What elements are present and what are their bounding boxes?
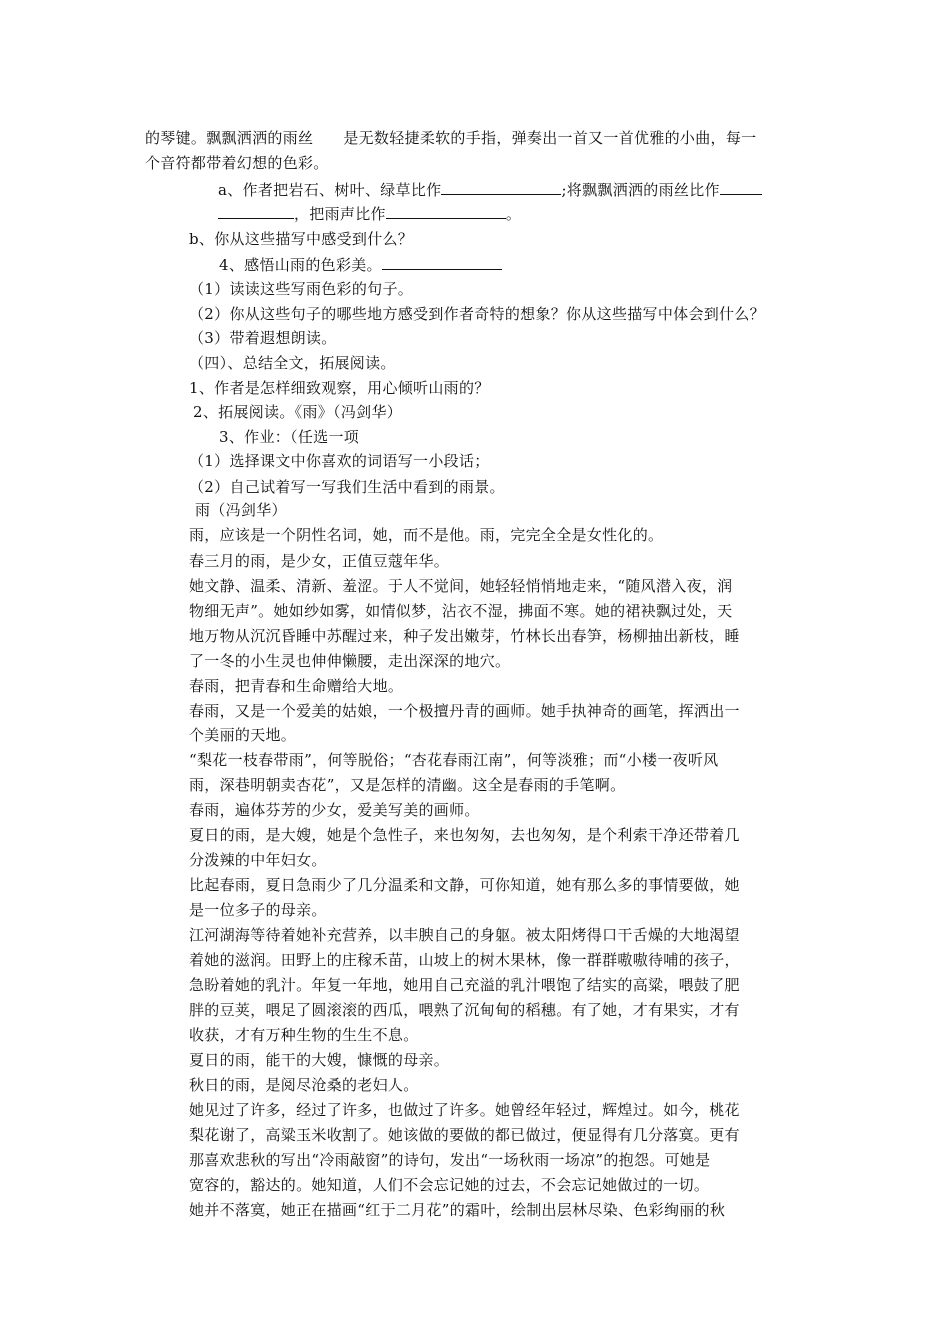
essay-line: 雨，应该是一个阴性名词，她，而不是他。雨，完完全全是女性化的。 xyxy=(189,526,664,544)
question-a-text-1: a、作者把岩石、树叶、绿草比作 xyxy=(218,181,442,199)
essay-line: 了一冬的小生灵也伸伸懒腰，走出深深的地穴。 xyxy=(189,652,511,670)
essay-line: 宽容的，豁达的。她知道，人们不会忘记她的过去，不会忘记她做过的一切。 xyxy=(189,1176,710,1194)
summary-question-2: 2、拓展阅读。《雨》（冯剑华） xyxy=(193,403,403,421)
item-1: （1）读读这些写雨色彩的句子。 xyxy=(189,280,414,298)
question-a-line-1 xyxy=(218,180,762,200)
essay-line: 分泼辣的中年妇女。 xyxy=(189,851,327,869)
question-a-line-2 xyxy=(218,204,521,224)
essay-line: 收获，才有万种生物的生生不息。 xyxy=(189,1026,419,1044)
essay-line: 那喜欢悲秋的写出“冷雨敲窗”的诗句，发出“一场秋雨一场凉”的抱怨。可她是 xyxy=(189,1151,711,1169)
essay-line: 春雨，把青春和生命赠给大地。 xyxy=(189,677,404,695)
intro-line-1 xyxy=(145,128,756,148)
homework-option-2: （2）自己试着写一写我们生活中看到的雨景。 xyxy=(189,478,505,496)
essay-line: “梨花一枝春带雨”，何等脱俗；“杏花春雨江南”，何等淡雅；而“小楼一夜听风 xyxy=(189,751,719,769)
essay-line: 春雨，遍体芬芳的少女，爱美写美的画师。 xyxy=(189,801,480,819)
answer-blank-3[interactable] xyxy=(386,204,506,219)
essay-line: 她并不落寞，她正在描画“红于二月花”的霜叶，绘制出层林尽染、色彩绚丽的秋 xyxy=(189,1201,726,1219)
item-2: （2）你从这些句子的哪些地方感受到作者奇特的想象？你从这些描写中体会到什么？ xyxy=(189,305,765,323)
essay-line: 梨花谢了，高粱玉米收割了。她该做的要做的都已做过，便显得有几分落寞。更有 xyxy=(189,1126,740,1144)
essay-line: 她见过了许多，经过了许多，也做过了许多。她曾经年轻过，辉煌过。如今，桃花 xyxy=(189,1101,740,1119)
essay-line: 秋日的雨，是阅尽沧桑的老妇人。 xyxy=(189,1076,419,1094)
essay-line: 个美丽的天地。 xyxy=(189,726,297,744)
answer-blank-2b[interactable] xyxy=(218,204,294,219)
essay-line: 江河湖海等待着她补充营养，以丰腴自己的身躯。被太阳烤得口干舌燥的大地渴望 xyxy=(189,926,740,944)
question-a-text-3: ，把雨声比作 xyxy=(294,205,386,223)
essay-line: 地万物从沉沉昏睡中苏醒过来，种子发出嫩芽，竹林长出春笋，杨柳抽出新枝，睡 xyxy=(189,627,740,645)
essay-line: 她文静、温柔、清新、羞涩。于人不觉间，她轻轻悄悄地走来，“随风潜入夜，润 xyxy=(189,577,733,595)
essay-line: 雨，深巷明朝卖杏花”，又是怎样的清幽。这全是春雨的手笔啊。 xyxy=(189,776,626,794)
essay-line: 物细无声”。她如纱如雾，如情似梦，沾衣不湿，拂面不寒。她的裙袂飘过处，天 xyxy=(189,602,733,620)
essay-line: 夏日的雨，是大嫂，她是个急性子，来也匆匆，去也匆匆，是个利索干净还带着几 xyxy=(189,826,740,844)
intro-line-2: 个音符都带着幻想的色彩。 xyxy=(145,154,329,172)
intro-line-1-part-a: 的琴键。飘飘洒洒的雨丝 xyxy=(145,129,314,147)
homework-option-1: （1）选择课文中你喜欢的词语写一小段话； xyxy=(189,452,490,470)
answer-blank-1[interactable] xyxy=(441,180,561,195)
section-4-line xyxy=(219,255,502,275)
item-3: （3）带着遐想朗读。 xyxy=(189,329,337,347)
essay-line: 春雨，又是一个爱美的姑娘，一个极擅丹青的画师。她手执神奇的画笔，挥洒出一 xyxy=(189,702,740,720)
essay-line: 是一位多子的母亲。 xyxy=(189,901,327,919)
essay-line: 胖的豆荚，喂足了圆滚滚的西瓜，喂熟了沉甸甸的稻穗。有了她，才有果实，才有 xyxy=(189,1001,740,1019)
intro-line-1-part-b: 是无数轻捷柔软的手指，弹奏出一首又一首优雅的小曲，每一 xyxy=(343,129,757,147)
summary-question-1: 1、作者是怎样细致观察，用心倾听山雨的？ xyxy=(189,379,490,397)
essay-line: 比起春雨，夏日急雨少了几分温柔和文静，可你知道，她有那么多的事情要做，她 xyxy=(189,876,740,894)
essay-line: 春三月的雨，是少女，正值豆蔻年华。 xyxy=(189,552,450,570)
essay-title: 雨（冯剑华） xyxy=(195,501,287,519)
section-four-heading: （四）、总结全文，拓展阅读。 xyxy=(189,354,396,372)
question-a-text-2: ;将飘飘洒洒的雨丝比作 xyxy=(561,181,720,199)
section-4-heading: 4、感悟山雨的色彩美。 xyxy=(219,256,382,274)
answer-blank-4[interactable] xyxy=(382,255,502,270)
answer-blank-2a[interactable] xyxy=(720,180,762,195)
essay-line: 着她的滋润。田野上的庄稼禾苗，山坡上的树木果林，像一群群嗷嗷待哺的孩子， xyxy=(189,951,740,969)
essay-line: 急盼着她的乳汁。年复一年地，她用自己充溢的乳汁喂饱了结实的高粱，喂鼓了肥 xyxy=(189,976,740,994)
summary-question-3: 3、作业：（任选一项 xyxy=(219,428,360,446)
question-a-text-4: 。 xyxy=(505,205,522,223)
question-b: b、你从这些描写中感受到什么？ xyxy=(189,230,414,248)
essay-line: 夏日的雨，能干的大嫂，慷慨的母亲。 xyxy=(189,1051,450,1069)
